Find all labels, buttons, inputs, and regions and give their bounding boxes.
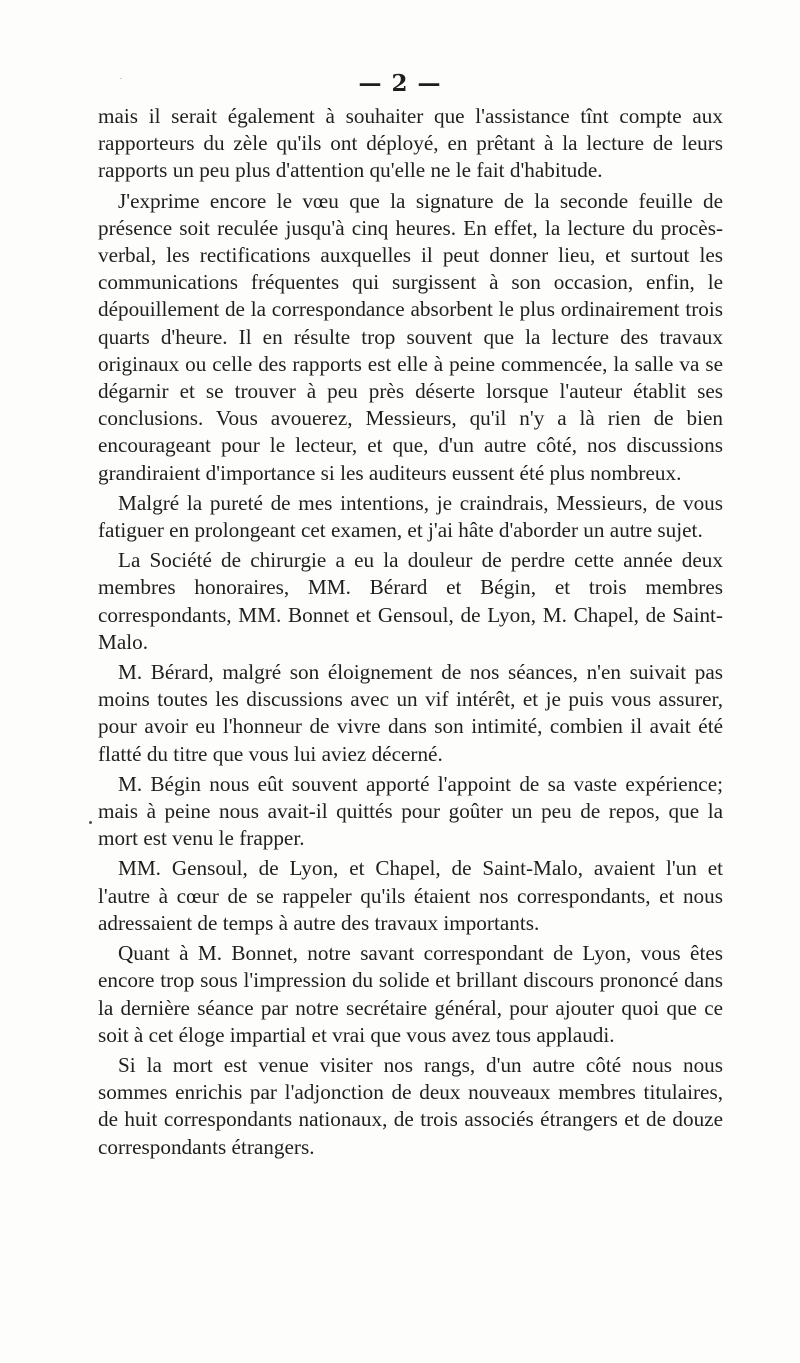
paragraph-3: Malgré la pureté de mes intentions, je craindrais, Messieurs, de vous fatiguer en prolongeant cet examen, et j'ai hâte d'aborder un autre sujet. [98, 490, 723, 543]
page-number: — 2 — [358, 70, 442, 97]
paper-speck [89, 821, 92, 824]
paragraph-6: M. Bégin nous eût souvent apporté l'appoint de sa vaste expérience; mais à peine nous avait-il quittés pour goûter un peu de repos, que la mort est venu le frapper. [98, 771, 723, 851]
paragraph-1: mais il serait également à souhaiter que l'assistance tînt compte aux rapporteurs du zèle qu'ils ont déployé, en prêtant à la lecture de leurs rapports un peu plus d'attention qu'elle ne le fait d'habitude. [98, 104, 723, 183]
paragraph-4: La Société de chirurgie a eu la douleur de perdre cette année deux membres honoraires, MM. Bérard et Bégin, et trois membres correspondants, MM. Bonnet et Gensoul, de Lyon, M. Chapel, de Saint-Malo. [98, 548, 723, 654]
paragraph-2: J'exprime encore le vœu que la signature de la seconde feuille de présence soit reculée jusqu'à cinq heures. En effet, la lecture du procès-verbal, les rectifications auxquelles il peut donner lieu, et surtout les communications fréquentes qui surgissent à son occasion, enfin, le dépouillement de la correspondance absorbent le plus ordinairement trois quarts d'heure. Il en résulte trop souvent que la lecture des travaux originaux ou celle des rapports est elle à peine commencée, la salle va se dégarnir et se trouver à peu près déserte lorsque l'auteur établit ses conclusions. Vous avouerez, Messieurs, qu'il n'y a là rien de bien encourageant pour le lecteur, et que, d'un autre côté, nos discussions grandiraient d'importance si les auditeurs eussent été plus nombreux. [98, 188, 723, 485]
paper-speck [120, 78, 122, 79]
paragraph-9: Si la mort est venue visiter nos rangs, d'un autre côté nous nous sommes enrichis par l'adjonction de deux nouveaux membres titulaires, de huit correspondants nationaux, de trois associés étrangers et de douze correspondants étrangers. [98, 1052, 723, 1159]
paragraph-8: Quant à M. Bonnet, notre savant correspondant de Lyon, vous êtes encore trop sous l'impression du solide et brillant discours prononcé dans la dernière séance par notre secrétaire général, pour ajouter quoi que ce soit à cet éloge impartial et vrai que vous avez tous applaudi. [98, 941, 723, 1047]
paragraph-7: MM. Gensoul, de Lyon, et Chapel, de Saint-Malo, avaient l'un et l'autre à cœur de se rappeler qu'ils étaient nos correspondants, et nous adressaient de temps à autre des travaux importants. [98, 856, 723, 935]
body-text [98, 103, 723, 1164]
paragraph-5: M. Bérard, malgré son éloignement de nos séances, n'en suivait pas moins toutes les discussions avec un vif intérêt, et je puis vous assurer, pour avoir eu l'honneur de vivre dans son intimité, combien il avait été flatté du titre que vous lui aviez décerné. [98, 660, 723, 766]
